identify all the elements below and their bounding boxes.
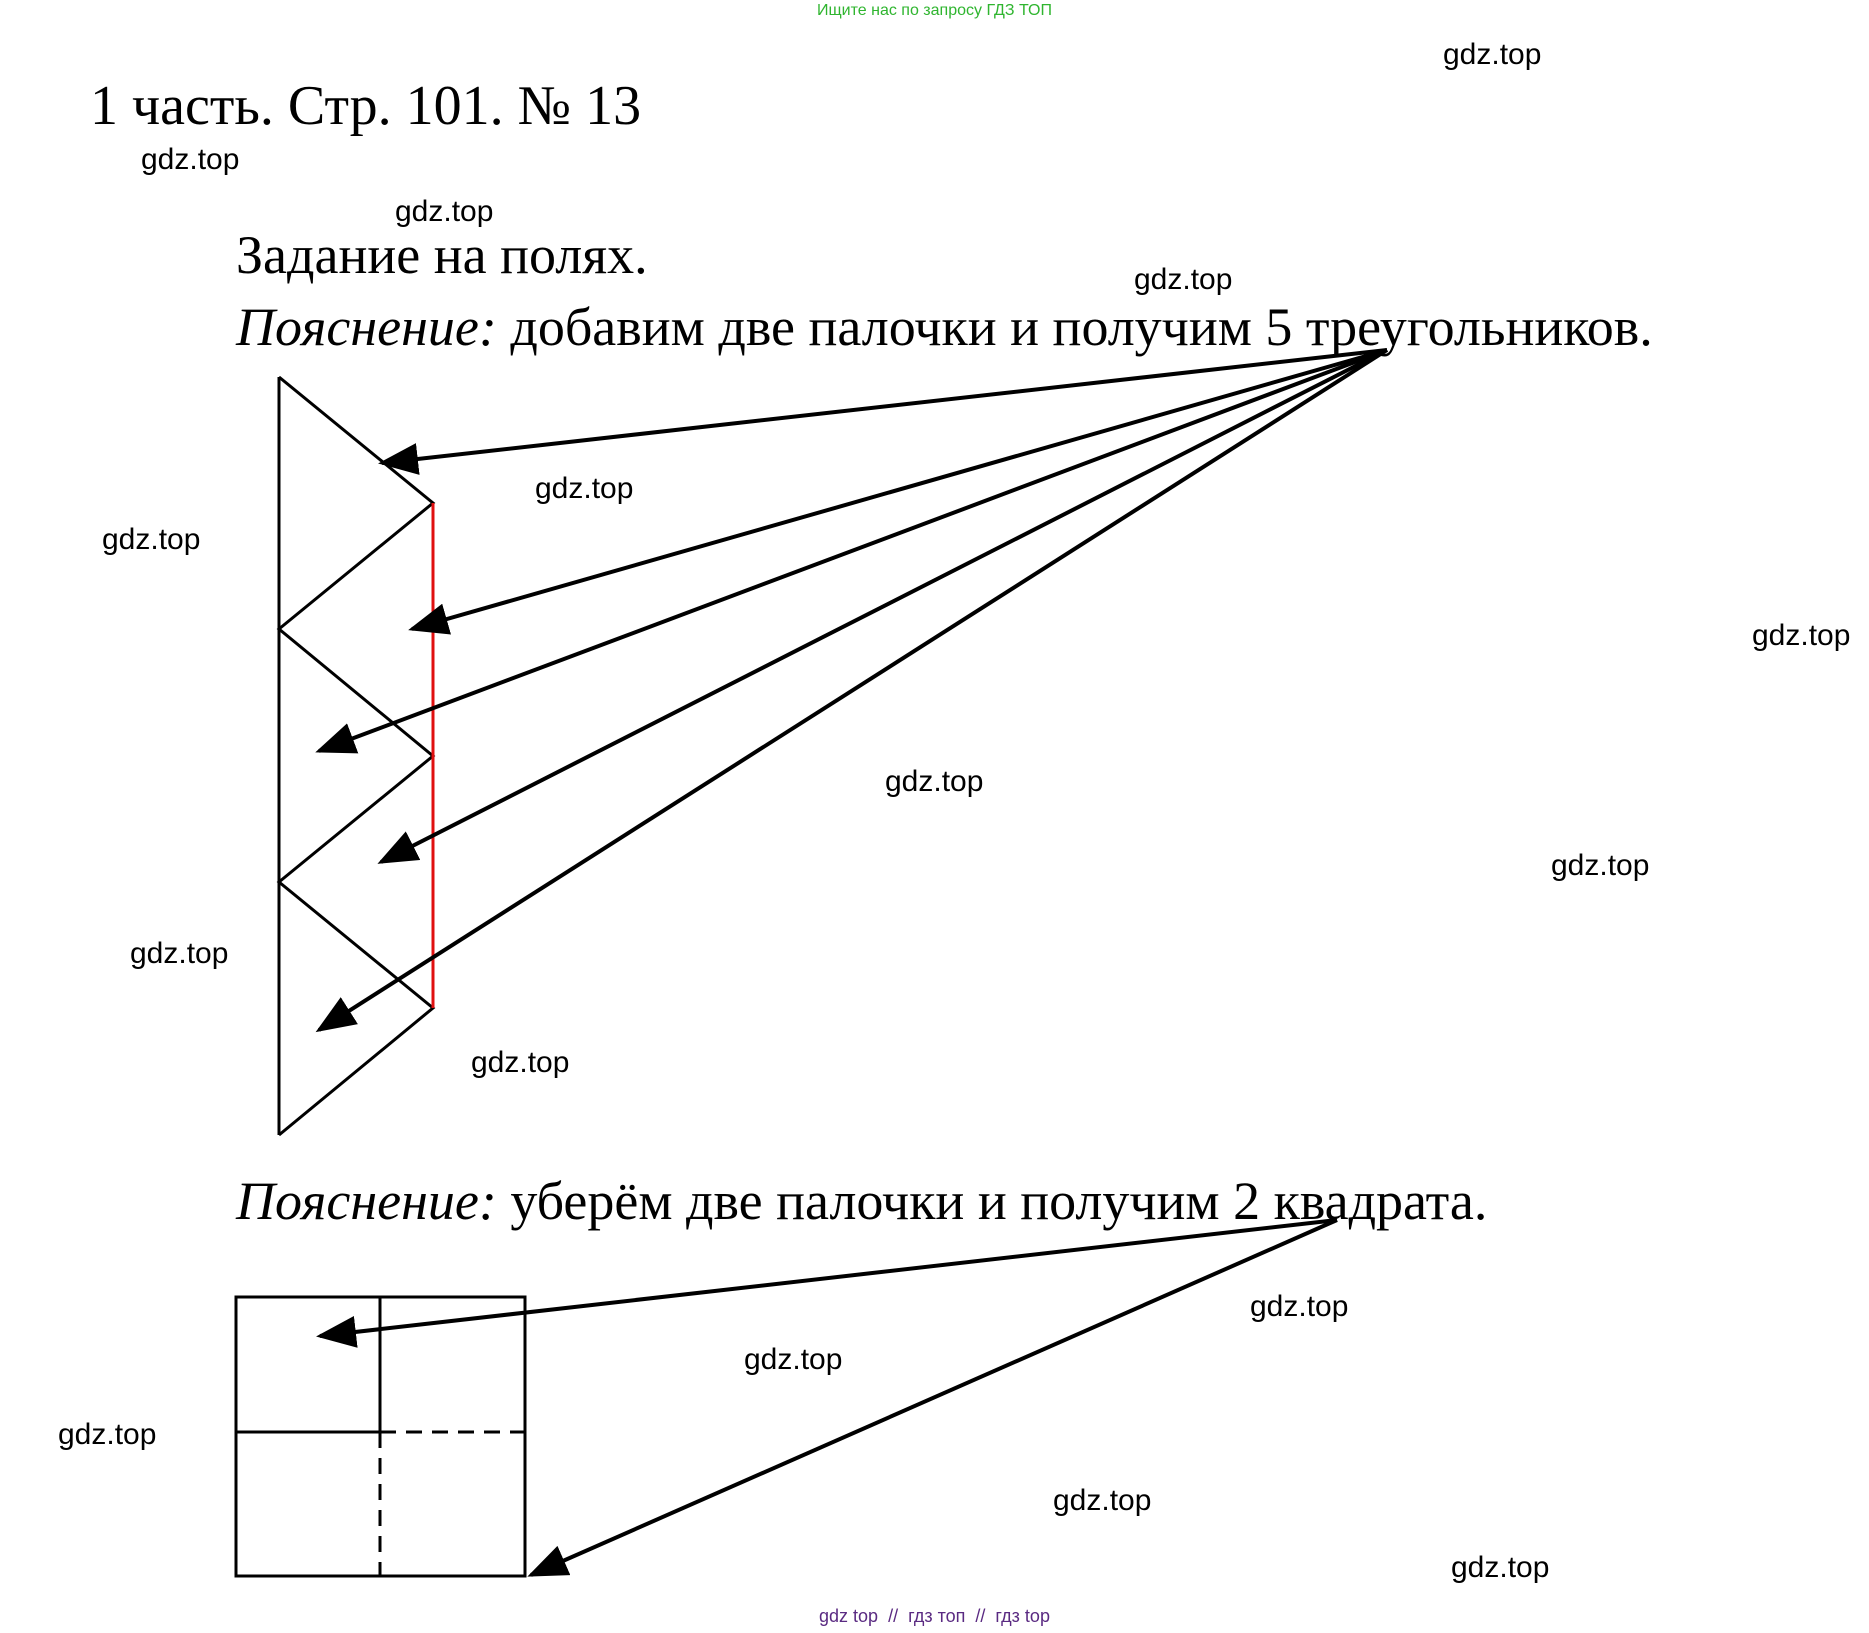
arrow [381,350,1387,862]
watermark: gdz.top [58,1418,157,1451]
top-banner: Ищите нас по запросу ГДЗ ТОП [817,2,1052,19]
square-arrows [320,1220,1337,1575]
watermark: gdz.top [744,1343,843,1376]
footer-links [0,1606,1869,1627]
watermark: gdz.top [141,143,240,176]
watermark: gdz.top [1250,1290,1349,1323]
explanation-text: добавим две палочки и получим 5 треугольников. [510,297,1653,357]
footer-link[interactable]: gdz top [819,1606,879,1626]
triangle-arrows [319,350,1387,1030]
watermark: gdz.top [1551,849,1650,882]
explanation-lead: Пояснение: [236,297,497,357]
watermark: gdz.top [885,765,984,798]
watermark: gdz.top [130,937,229,970]
footer-link[interactable]: гдз top [995,1606,1050,1626]
watermark: gdz.top [1752,619,1851,652]
footer-link[interactable]: гдз топ [908,1606,966,1626]
arrow [320,1220,1337,1336]
page-heading: 1 часть. Стр. 101. № 13 [90,75,642,137]
task-title: Задание на полях. [236,225,648,285]
explanation-text: уберём две палочки и получим 2 квадрата. [510,1171,1488,1231]
watermark: gdz.top [1451,1551,1550,1584]
square-figure [236,1297,525,1576]
footer-separator: // [975,1606,986,1626]
triangle-figure [279,377,433,1135]
watermark: gdz.top [395,195,494,228]
zigzag-sticks [279,377,433,1135]
explanation-lead: Пояснение: [236,1171,497,1231]
watermark: gdz.top [1053,1484,1152,1517]
watermark: gdz.top [102,523,201,556]
watermark: gdz.top [471,1046,570,1079]
watermark: gdz.top [1443,38,1542,71]
footer-separator: // [888,1606,899,1626]
arrow [531,1220,1337,1575]
watermark: gdz.top [1134,263,1233,296]
watermark: gdz.top [535,472,634,505]
